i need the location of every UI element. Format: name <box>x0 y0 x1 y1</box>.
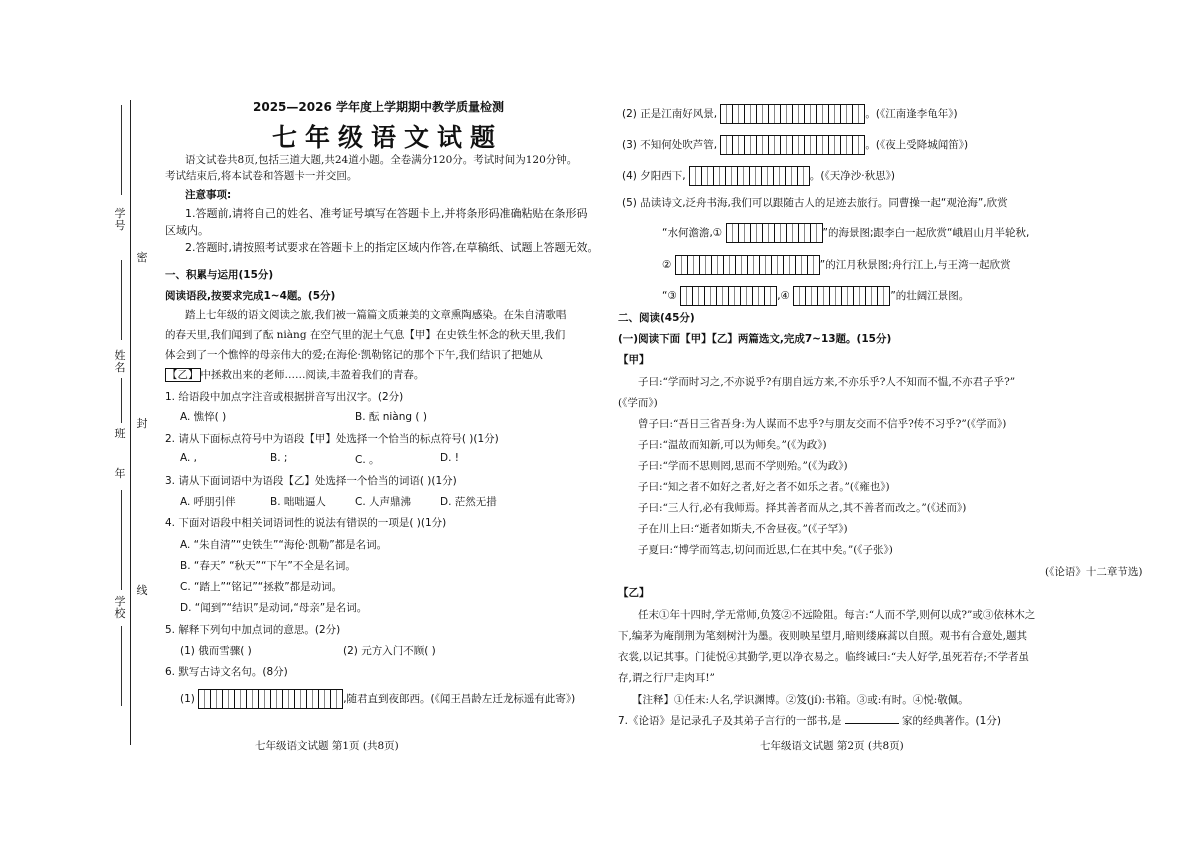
grid-cell[interactable] <box>866 287 878 305</box>
grid-cell[interactable] <box>817 105 829 123</box>
grid-cell[interactable] <box>805 105 817 123</box>
grid-cell[interactable] <box>745 105 757 123</box>
question-2-option-a: A. , <box>180 452 198 464</box>
grid-cell[interactable] <box>702 167 714 185</box>
grid-cell[interactable] <box>769 105 781 123</box>
notice-2: 2.答题时,请按照考试要求在答题卡上的指定区域内作答,在草稿纸、试题上答题无效。 <box>185 241 599 254</box>
passage-text: 在史铁生怀念的秋天里,我们 <box>435 329 566 341</box>
question-2: 2. 请从下面标点符号中为语段【甲】处选择一个恰当的标点符号( )(1分) <box>165 433 499 445</box>
analects-source: (《论语》十二章节选) <box>1045 566 1143 578</box>
analects-line: (《学而》) <box>618 397 658 409</box>
grid-cell[interactable] <box>765 287 776 305</box>
intro-line-1: 语文试卷共8页,包括三道大题,共24道小题。全卷满分120分。考试时间为120分钟。 <box>185 154 578 166</box>
question-2-option-d: D. ! <box>440 452 459 464</box>
question-4-option-a: A. “朱自清”“史铁生”“海伦·凯勒”都是名词。 <box>180 539 388 551</box>
poem-source: 。(《江南逢李龟年》) <box>865 108 958 120</box>
grid-cell[interactable] <box>223 690 235 708</box>
answer-grid[interactable] <box>680 286 777 306</box>
grid-cell[interactable] <box>786 167 798 185</box>
margin-label-class: 班 <box>114 427 126 440</box>
question-6-4 <box>622 166 895 186</box>
analects-line: 子曰:“温故而知新,可以为师矣。”(《为政》) <box>638 439 827 451</box>
grid-cell[interactable] <box>693 287 705 305</box>
grid-cell[interactable] <box>830 287 842 305</box>
grid-cell[interactable] <box>757 136 769 154</box>
grid-cell[interactable] <box>681 287 693 305</box>
grid-cell[interactable] <box>829 105 841 123</box>
analects-line: 曾子曰:“吾日三省吾身:为人谋而不忠乎?与朋友交而不信乎?传不习乎?”(《学而》) <box>638 418 1007 430</box>
poem-source: ,随君直到夜郎西。(《闻王昌龄左迁龙标遥有此寄》) <box>343 693 576 705</box>
question-3-option-b: B. 咄咄逼人 <box>270 496 326 508</box>
prompt-text: ② <box>662 259 672 271</box>
question-4: 4. 下面对语段中相关词语词性的说法有错误的一项是( )(1分) <box>165 517 447 529</box>
answer-blank[interactable] <box>845 713 899 724</box>
notice-1a: 1.答题前,请将自己的姓名、准考证号填写在答题卡上,并将条形码准确粘贴在条形码 <box>185 207 588 220</box>
reading-instruction: 阅读语段,按要求完成1~4题。(5分) <box>165 290 336 302</box>
grid-cell[interactable] <box>753 287 765 305</box>
grid-cell[interactable] <box>853 136 864 154</box>
margin-label-xian: 线 <box>136 584 148 597</box>
prompt-text: ,④ <box>777 290 790 302</box>
question-3-option-d: D. 茫然无措 <box>440 496 497 508</box>
grid-cell[interactable] <box>733 136 745 154</box>
grid-cell[interactable] <box>757 105 769 123</box>
grid-cell[interactable] <box>784 256 796 274</box>
grid-cell[interactable] <box>676 256 688 274</box>
grid-cell[interactable] <box>811 224 822 242</box>
question-6-5-line-2 <box>662 223 1029 243</box>
notice-1b: 区域内。 <box>165 224 209 237</box>
question-3-option-c: C. 人声鼎沸 <box>355 496 412 508</box>
grid-cell[interactable] <box>739 224 751 242</box>
grid-cell[interactable] <box>798 167 809 185</box>
question-4-option-b: B. “春天” “秋天”“下午”不全是名词。 <box>180 560 356 572</box>
prompt-text: ”的海景图;跟李白一起欣赏“峨眉山月半轮秋, <box>822 227 1030 239</box>
answer-grid[interactable] <box>726 223 823 243</box>
grid-cell[interactable] <box>727 224 739 242</box>
question-6-5-line-4 <box>662 286 969 306</box>
question-5-item-1: (1) 俄而雪骤( ) <box>180 645 252 657</box>
grid-cell[interactable] <box>818 287 830 305</box>
analects-line: 子曰:“学而时习之,不亦说乎?有朋自远方来,不亦乐乎?人不知而不愠,不亦君子乎?” <box>638 376 1016 388</box>
question-text: 7.《论语》是记录孔子及其弟子言行的一部书,是 <box>618 715 842 727</box>
item-label: (1) <box>180 693 195 705</box>
grid-cell[interactable] <box>787 224 799 242</box>
grid-cell[interactable] <box>775 224 787 242</box>
grid-cell[interactable] <box>878 287 889 305</box>
analects-line: 子曰:“学而不思则罔,思而不学则殆。”(《为政》) <box>638 460 848 472</box>
margin-label-name: 姓名 <box>114 349 126 374</box>
grid-cell[interactable] <box>712 256 724 274</box>
grid-cell[interactable] <box>854 287 866 305</box>
prompt-text: “水何澹澹,① <box>662 227 723 239</box>
grid-cell[interactable] <box>781 136 793 154</box>
grid-cell[interactable] <box>748 256 760 274</box>
passage-line-1: 踏上七年级的语文阅读之旅,我们被一篇篇文质兼美的文章熏陶感染。在朱自清歌唱 <box>185 309 567 321</box>
grid-cell[interactable] <box>721 136 733 154</box>
grid-cell[interactable] <box>799 224 811 242</box>
margin-label-grade: 年 <box>114 467 126 480</box>
exam-page-2 <box>600 0 1200 848</box>
grid-cell[interactable] <box>295 690 307 708</box>
grid-cell[interactable] <box>841 105 853 123</box>
poem-source: 。(《夜上受降城闻笛》) <box>865 139 969 151</box>
passage-text: 的春天里,我们闻到了酝 niàng 在空气里的泥土气息 <box>165 329 405 341</box>
question-6-1 <box>180 689 575 709</box>
grid-cell[interactable] <box>745 136 757 154</box>
grid-cell[interactable] <box>772 256 784 274</box>
grid-cell[interactable] <box>760 256 772 274</box>
grid-cell[interactable] <box>721 105 733 123</box>
answer-grid[interactable] <box>720 135 865 155</box>
item-label: (2) 正是江南好风景, <box>622 108 718 120</box>
grid-cell[interactable] <box>307 690 319 708</box>
grid-cell[interactable] <box>762 167 774 185</box>
question-2-option-c: C. 。 <box>355 454 380 466</box>
binding-line <box>130 100 131 745</box>
text-yi-label: 【乙】 <box>618 587 650 599</box>
grid-cell[interactable] <box>829 136 841 154</box>
reading-1-instruction: (一)阅读下面【甲】【乙】两篇选文,完成7~13题。(15分) <box>618 333 892 345</box>
item-label: (3) 不知何处吹芦管, <box>622 139 718 151</box>
grid-cell[interactable] <box>750 167 762 185</box>
exam-title: 七年级语文试题 <box>272 123 504 152</box>
question-5-item-2: (2) 元方入门不顾( ) <box>343 645 436 657</box>
grid-cell[interactable] <box>690 167 702 185</box>
question-text: 家的经典著作。(1分) <box>902 715 1001 727</box>
passage-line-2 <box>165 327 565 342</box>
grid-cell[interactable] <box>793 136 805 154</box>
fill-line-grade <box>121 490 122 590</box>
grid-cell[interactable] <box>817 136 829 154</box>
section-1-heading: 一、积累与运用(15分) <box>165 269 274 281</box>
page-footer: 七年级语文试题 第2页 (共8页) <box>760 740 904 752</box>
grid-cell[interactable] <box>805 136 817 154</box>
prompt-text: ”的江月秋景图;舟行江上,与王湾一起欣赏 <box>819 259 1011 271</box>
grid-cell[interactable] <box>714 167 726 185</box>
grid-cell[interactable] <box>235 690 247 708</box>
answer-grid[interactable] <box>675 255 820 275</box>
intro-line-2: 考试结束后,将本试卷和答题卡一并交回。 <box>165 170 358 182</box>
margin-label-student-id: 学号 <box>114 207 126 232</box>
grid-cell[interactable] <box>211 690 223 708</box>
grid-cell[interactable] <box>736 256 748 274</box>
question-6-3 <box>622 135 968 155</box>
grid-cell[interactable] <box>793 105 805 123</box>
grid-cell[interactable] <box>331 690 342 708</box>
grid-cell[interactable] <box>853 105 864 123</box>
grid-cell[interactable] <box>271 690 283 708</box>
answer-grid[interactable] <box>793 286 890 306</box>
notice-title: 注意事项: <box>185 189 232 201</box>
grid-cell[interactable] <box>247 690 259 708</box>
question-1-a: A. 憔悴( ) <box>180 411 227 423</box>
grid-cell[interactable] <box>794 287 806 305</box>
renmo-line: 下,编茅为庵削荆为笔刻树汁为墨。夜则映星望月,暗则缕麻蒿以自照。观书有合意处,题其 <box>618 630 1028 642</box>
blank-jia: 【甲】 <box>404 329 436 341</box>
grid-cell[interactable] <box>688 256 700 274</box>
fill-line-school <box>121 626 122 706</box>
margin-label-school: 学校 <box>114 595 126 620</box>
analects-line: 子在川上曰:“逝者如斯夫,不舍昼夜。”(《子罕》) <box>638 523 848 535</box>
grid-cell[interactable] <box>774 167 786 185</box>
renmo-line: 存,谓之行尸走肉耳!” <box>618 672 715 684</box>
grid-cell[interactable] <box>705 287 717 305</box>
grid-cell[interactable] <box>808 256 819 274</box>
grid-cell[interactable] <box>700 256 712 274</box>
prompt-text: ”的壮阔江景图。 <box>890 290 970 302</box>
question-4-option-d: D. “闻到”“结识”是动词,“母亲”是名词。 <box>180 602 368 614</box>
fill-line-class <box>121 378 122 423</box>
question-6-5-line-1: (5) 品读诗文,泛舟书海,我们可以跟随古人的足迹去旅行。同曹操一起“观沧海”,欣赏 <box>622 197 1008 209</box>
poem-source: 。(《天净沙·秋思》) <box>809 170 895 182</box>
item-label: (4) 夕阳西下, <box>622 170 686 182</box>
margin-label-feng: 封 <box>136 417 148 430</box>
analects-line: 子曰:“三人行,必有我师焉。择其善者而从之,其不善者而改之。”(《述而》) <box>638 502 967 514</box>
grid-cell[interactable] <box>796 256 808 274</box>
renmo-line: 任末①年十四时,学无常师,负笈②不远险阻。每言:“人而不学,则何以成?”或③依林木之 <box>638 609 1036 621</box>
grid-cell[interactable] <box>729 287 741 305</box>
question-6-5-line-3 <box>662 255 1011 275</box>
grid-cell[interactable] <box>319 690 331 708</box>
grid-cell[interactable] <box>726 167 738 185</box>
question-1-b: B. 酝 niàng ( ) <box>355 411 427 423</box>
grid-cell[interactable] <box>733 105 745 123</box>
question-3: 3. 请从下面词语中为语段【乙】处选择一个恰当的词语( )(1分) <box>165 475 457 487</box>
question-1: 1. 给语段中加点字注音或根据拼音写出汉字。(2分) <box>165 391 404 403</box>
fill-line-student-id <box>121 105 122 195</box>
grid-cell[interactable] <box>724 256 736 274</box>
question-7 <box>618 713 1001 728</box>
passage-line-4 <box>165 367 424 382</box>
grid-cell[interactable] <box>763 224 775 242</box>
question-6-2 <box>622 104 958 124</box>
annotation: 【注释】①任末:人名,学识渊博。②笈(jí):书箱。③或:有时。④悦:敬佩。 <box>632 694 969 706</box>
grid-cell[interactable] <box>781 105 793 123</box>
margin-label-mi: 密 <box>136 251 148 264</box>
question-4-option-c: C. “踏上”“铭记”“拯救”都是动词。 <box>180 581 343 593</box>
analects-line: 子曰:“知之者不如好之者,好之者不如乐之者。”(《雍也》) <box>638 481 890 493</box>
answer-grid[interactable] <box>198 689 343 709</box>
grid-cell[interactable] <box>841 136 853 154</box>
answer-grid[interactable] <box>689 166 810 186</box>
renmo-line: 衣裳,以记其事。门徒悦④其勤学,更以净衣易之。临终诫曰:“夫人好学,虽死若存;不学者虽 <box>618 651 1029 663</box>
grid-cell[interactable] <box>283 690 295 708</box>
exam-header: 2025—2026 学年度上学期期中教学质量检测 <box>253 100 504 114</box>
grid-cell[interactable] <box>738 167 750 185</box>
grid-cell[interactable] <box>199 690 211 708</box>
question-3-option-a: A. 呼朋引伴 <box>180 496 236 508</box>
passage-line-3: 体会到了一个憔悴的母亲伟大的爱;在海伦·凯勒铭记的那个下午,我们结识了把她从 <box>165 349 543 361</box>
question-5: 5. 解释下列句中加点词的意思。(2分) <box>165 624 341 636</box>
grid-cell[interactable] <box>717 287 729 305</box>
analects-line: 子夏曰:“博学而笃志,切问而近思,仁在其中矣。”(《子张》) <box>638 544 893 556</box>
grid-cell[interactable] <box>842 287 854 305</box>
question-2-option-b: B. ; <box>270 452 288 464</box>
question-6: 6. 默写古诗文名句。(8分) <box>165 666 288 678</box>
grid-cell[interactable] <box>806 287 818 305</box>
section-2-heading: 二、阅读(45分) <box>618 312 695 324</box>
page-footer: 七年级语文试题 第1页 (共8页) <box>255 740 399 752</box>
grid-cell[interactable] <box>769 136 781 154</box>
answer-grid[interactable] <box>720 104 865 124</box>
passage-text: 中拯救出来的老师……阅读,丰盈着我们的青春。 <box>200 369 425 381</box>
grid-cell[interactable] <box>259 690 271 708</box>
grid-cell[interactable] <box>751 224 763 242</box>
prompt-text: “③ <box>662 290 677 302</box>
fill-line-name <box>121 260 122 340</box>
blank-yi: 【乙】 <box>167 369 199 381</box>
grid-cell[interactable] <box>741 287 753 305</box>
text-jia-label: 【甲】 <box>618 354 650 366</box>
